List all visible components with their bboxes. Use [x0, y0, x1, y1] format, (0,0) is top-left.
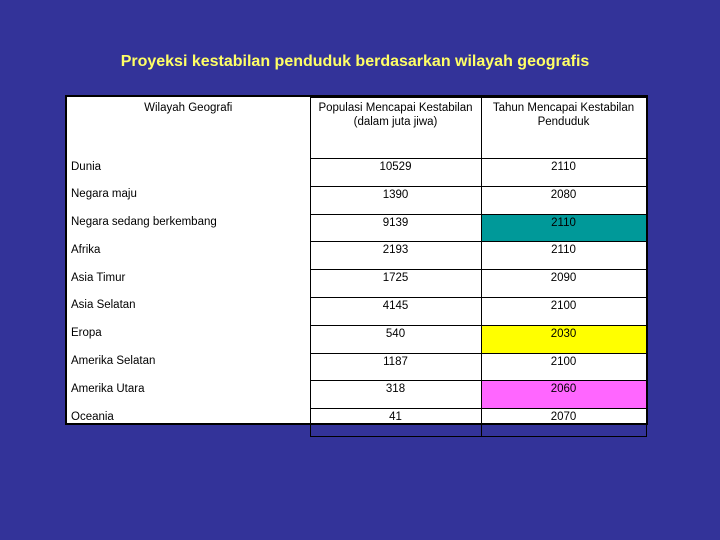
- header-population: Populasi Mencapai Kestabilan (dalam juta jiwa): [310, 98, 481, 159]
- stabilization-table: [65, 95, 648, 425]
- cell-population: 1187: [310, 353, 481, 381]
- cell-population: 9139: [310, 214, 481, 242]
- cell-population: 1390: [310, 186, 481, 214]
- cell-population: 41: [310, 409, 481, 437]
- header-region: Wilayah Geografi: [144, 101, 233, 114]
- page-title: Proyeksi kestabilan penduduk berdasarkan wilayah geografis: [120, 53, 590, 70]
- cell-population: 4145: [310, 297, 481, 325]
- cell-year: 2060: [481, 381, 646, 409]
- table-row: [67, 409, 646, 437]
- cell-year: 2080: [481, 186, 646, 214]
- cell-year: 2110: [481, 214, 646, 242]
- cell-population: 540: [310, 325, 481, 353]
- cell-year: 2100: [481, 297, 646, 325]
- cell-year: 2070: [481, 409, 646, 437]
- cell-population: 1725: [310, 270, 481, 298]
- cell-region: Amerika Selatan: [71, 355, 156, 368]
- cell-year: 2110: [481, 242, 646, 270]
- cell-year: 2030: [481, 325, 646, 353]
- cell-region: Afrika: [71, 243, 101, 256]
- cell-region: Negara sedang berkembang: [71, 216, 217, 229]
- table-row: [67, 214, 646, 242]
- cell-year: 2100: [481, 353, 646, 381]
- table-row: [67, 186, 646, 214]
- table-row: [67, 270, 646, 298]
- cell-year: 2110: [481, 159, 646, 187]
- table-row: [67, 325, 646, 353]
- cell-region: Eropa: [71, 327, 102, 340]
- cell-population: 318: [310, 381, 481, 409]
- table-row: [67, 297, 646, 325]
- table-row: [67, 242, 646, 270]
- header-year: Tahun Mencapai Kestabilan Penduduk: [481, 98, 646, 159]
- cell-region: Negara maju: [71, 188, 137, 201]
- cell-region: Amerika Utara: [71, 382, 145, 395]
- table-row: [67, 159, 646, 187]
- table-row: [67, 353, 646, 381]
- table-row: [67, 381, 646, 409]
- table-header-row: [67, 98, 646, 159]
- cell-region: Dunia: [71, 160, 102, 173]
- cell-region: Asia Timur: [71, 271, 126, 284]
- cell-region: Asia Selatan: [71, 299, 136, 312]
- cell-population: 2193: [310, 242, 481, 270]
- cell-population: 10529: [310, 159, 481, 187]
- cell-year: 2090: [481, 270, 646, 298]
- cell-region: Oceania: [71, 410, 114, 423]
